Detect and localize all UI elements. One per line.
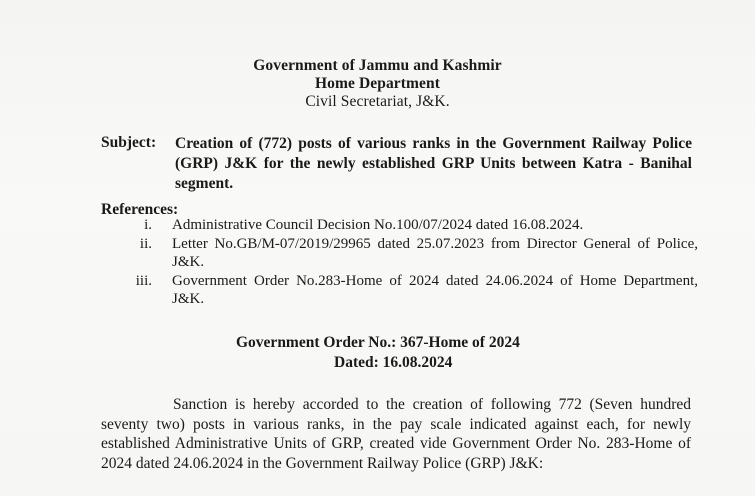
order-date: Dated: 16.08.2024 xyxy=(334,354,453,371)
reference-text: Administrative Council Decision No.100/07/2024 dated 16.08.2024. xyxy=(172,217,584,233)
reference-number: i. xyxy=(144,217,152,233)
letterhead xyxy=(0,57,755,111)
reference-item xyxy=(118,235,698,272)
order-body-paragraph: Sanction is hereby accorded to the creation of following 772 (Seven hundred seventy two) posts in various ranks, in the pay scale indicated against each, for newly established Administrative Units of GRP, created vide Government Order No. 283-Home of 2024 dated 24.06.2024 in the Government Railway Police (GRP) J&K: xyxy=(101,396,691,472)
government-title: Government of Jammu and Kashmir xyxy=(253,57,502,74)
order-number: Government Order No.: 367-Home of 2024 xyxy=(236,334,520,351)
subject-text: Creation of (772) posts of various ranks in the Government Railway Police (GRP) J&K for the newly established GRP Units between Katra - Banihal segment. xyxy=(175,135,692,192)
department-title: Home Department xyxy=(314,75,441,92)
reference-number: ii. xyxy=(139,235,152,252)
reference-number: iii. xyxy=(135,272,152,289)
reference-text: Letter No.GB/M-07/2019/29965 dated 25.07.2023 from Director General of Police, J&K. xyxy=(172,235,698,270)
secretariat-title: Civil Secretariat, J&K. xyxy=(305,93,450,110)
subject-label: Subject: xyxy=(101,134,157,151)
reference-text: Government Order No.283-Home of 2024 dated 24.06.2024 of Home Department, J&K. xyxy=(172,272,698,307)
references-title: References: xyxy=(101,201,179,218)
reference-item xyxy=(118,272,698,309)
reference-item xyxy=(118,216,698,235)
references-list xyxy=(118,216,698,309)
